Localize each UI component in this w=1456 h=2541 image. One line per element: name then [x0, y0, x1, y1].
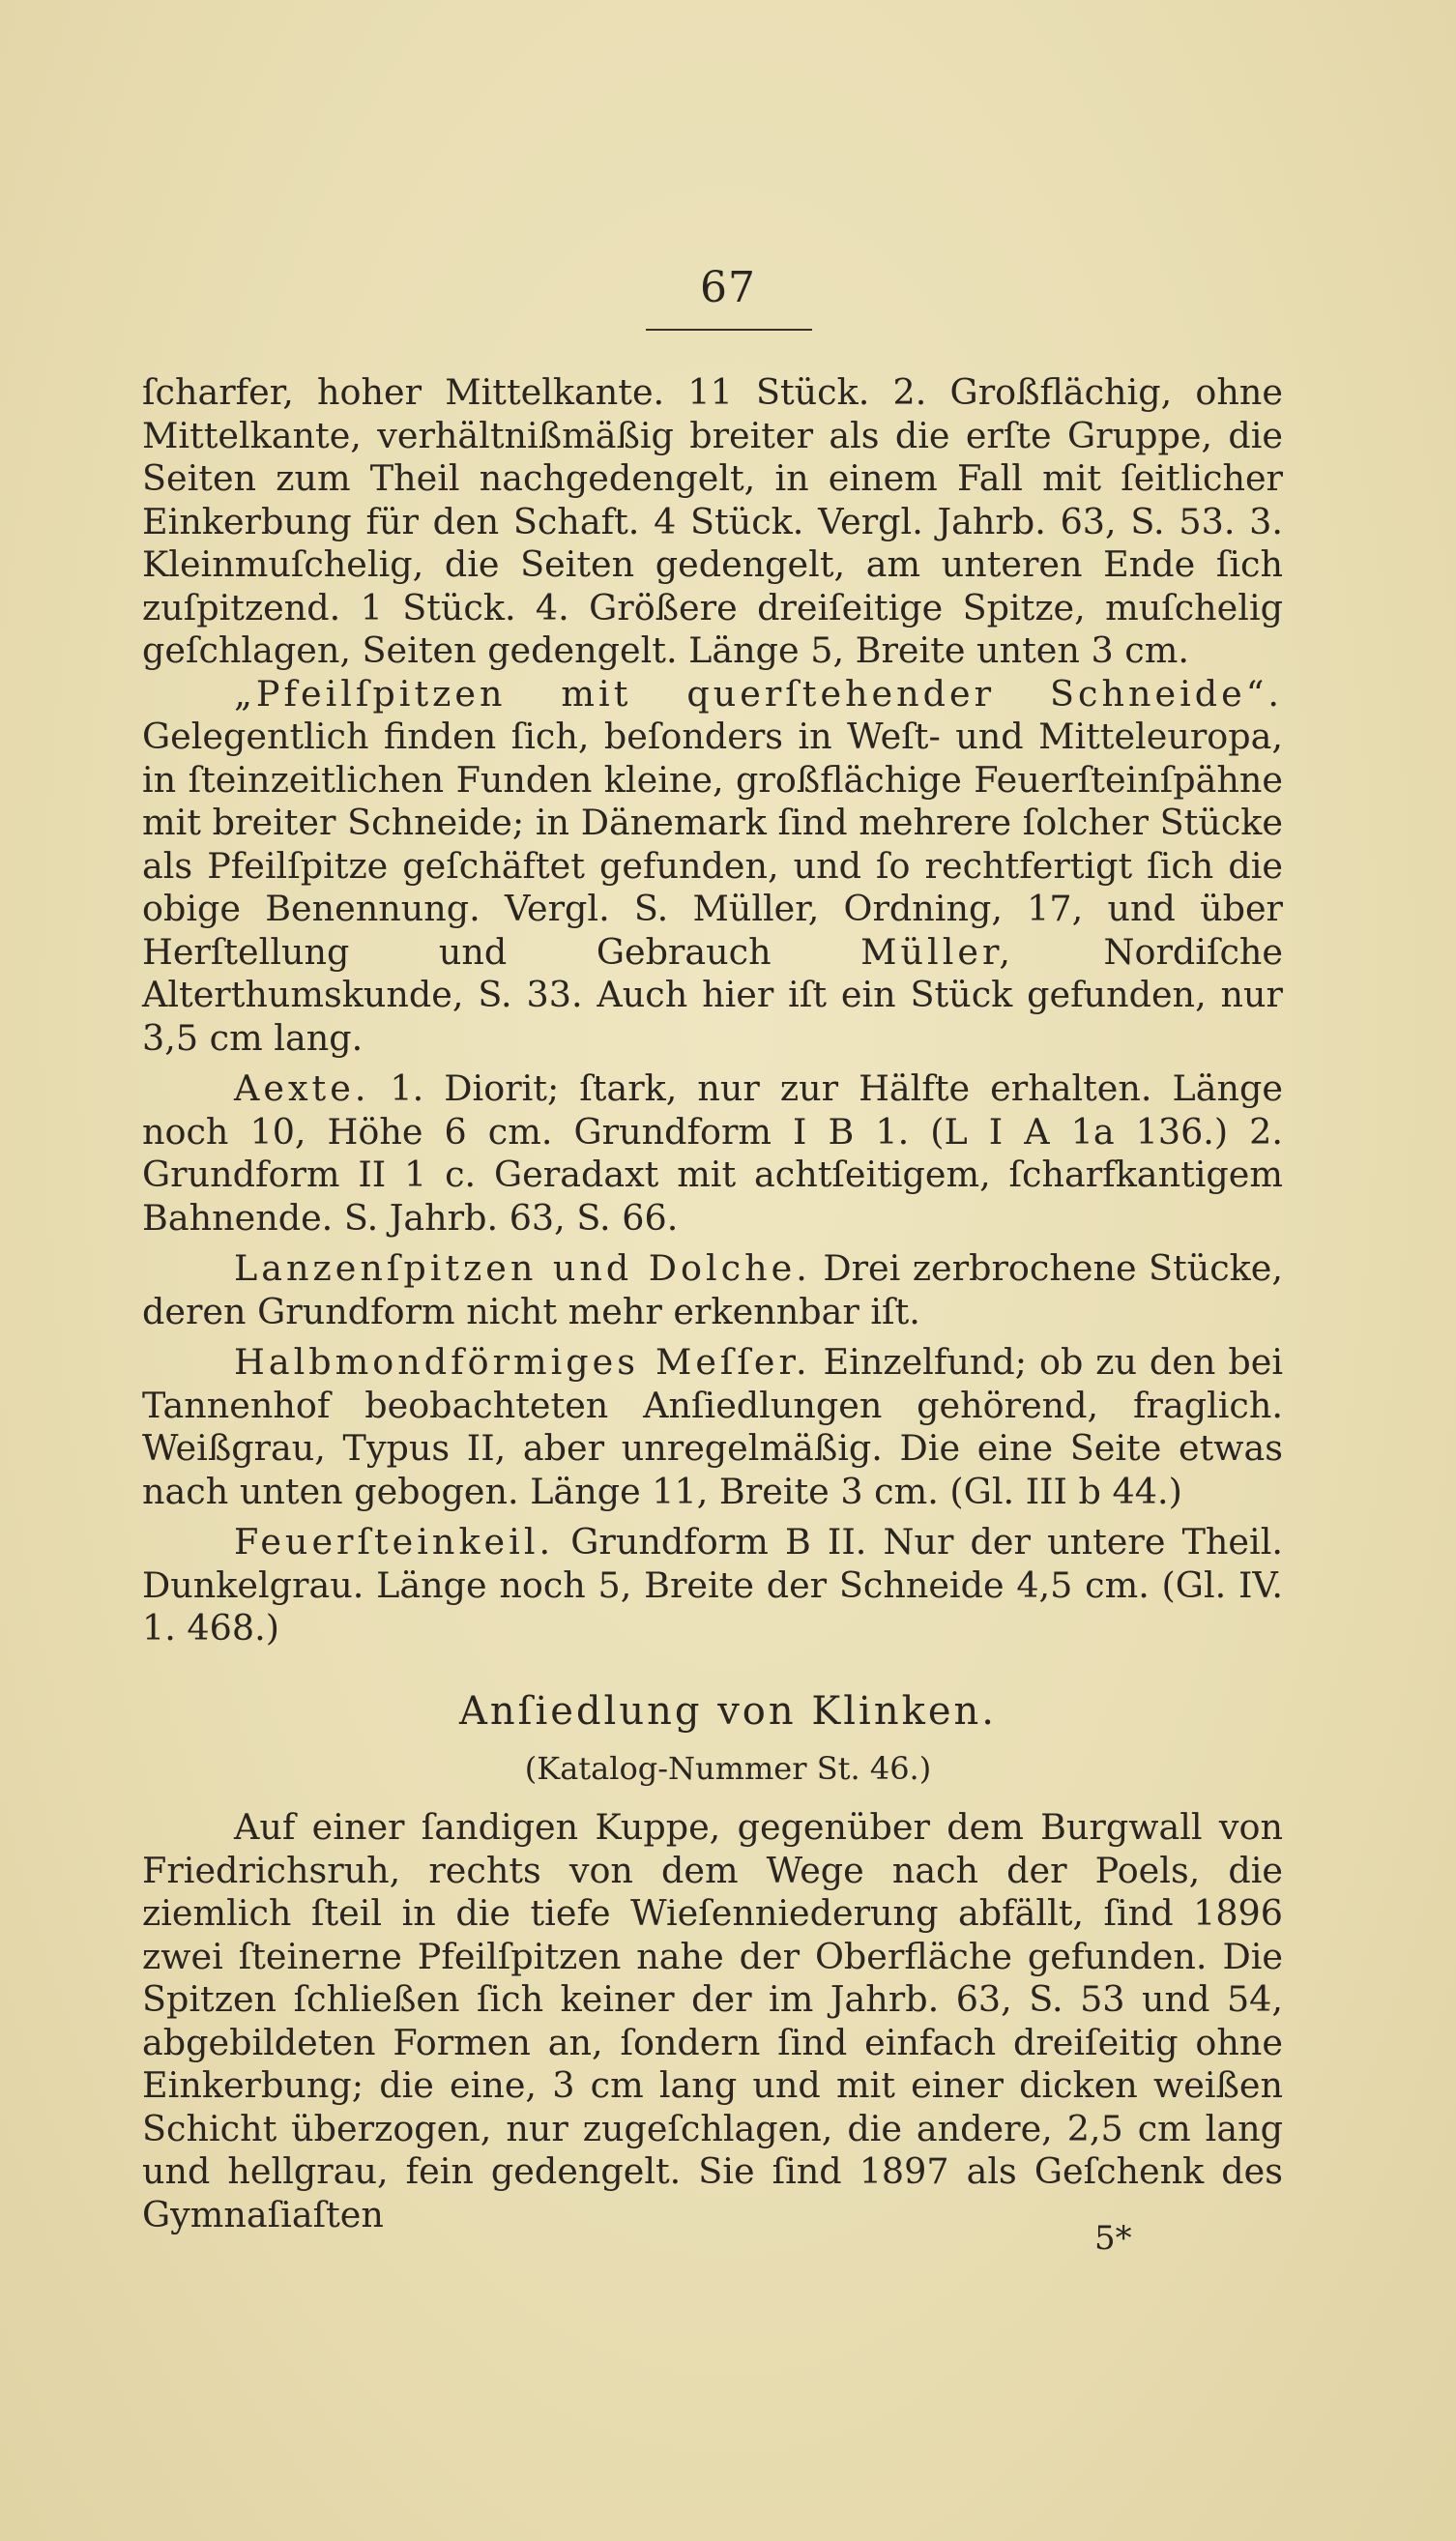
- heading-transverse-arrowheads: „Pfeilſpitzen mit querſtehender Schneide“.: [234, 672, 1283, 715]
- heading-axes: Aexte.: [234, 1067, 370, 1109]
- heading-lanceheads: Lanzenſpitzen und Dolche.: [234, 1247, 811, 1289]
- paragraph-flint-wedge: [142, 1521, 1283, 1650]
- paragraph-arrowheads-continued: ſcharfer, hoher Mittelkante. 11 Stück. 2. Großflächig, ohne Mittelkante, verhältnißmäßig breiter als die erſte Gruppe, die Seiten zum Theil nachgedengelt, in einem Fall mit ſeitlicher Einkerbung für den Schaft. 4 Stück. Vergl. Jahrb. 63, S. 53. 3. Kleinmuſchelig, die Seiten gedengelt, am unteren Ende ſich zuſpitzend. 1 Stück. 4. Größere dreiſeitige Spitze, muſchelig geſchlagen, Seiten gedengelt. Länge 5, Breite unten 3 cm.: [142, 371, 1283, 671]
- heading-crescent-knife: Halbmondförmiges Meſſer.: [234, 1341, 811, 1383]
- section-title: Anſiedlung von Klinken.: [459, 1689, 997, 1734]
- paragraph-axes-body: 1. Diorit; ſtark, nur zur Hälfte erhalten. Länge noch 10, Höhe 6 cm. Grundform I B 1. (L I A 1a 136.) 2. Grundform II 1 c. Geradaxt mit achtſeitigem, ſcharfkantigem Bahnende. S. Jahrb. 63, S. 66.: [142, 1067, 1283, 1239]
- paragraph-flint-wedge-body: Grundform B II. Nur der untere Theil. Dunkelgrau. Länge noch 5, Breite der Schneide 4,5 cm. (Gl. IV. 1. 468.): [142, 1521, 1283, 1649]
- page-number: 67: [700, 263, 756, 312]
- heading-flint-wedge: Feuerſteinkeil.: [234, 1521, 555, 1563]
- lower-text-block: [142, 1806, 1283, 2236]
- paragraph-crescent-knife-body: Einzelfund; ob zu den bei Tannenhof beobachteten Anſiedlungen gehörend, fraglich. Weißgrau, Typus II, aber unregelmäßig. Die eine Seite etwas nach unten gebogen. Länge 11, Breite 3 cm. (Gl. III b 44.): [142, 1341, 1283, 1512]
- signature-mark: 5*: [1094, 2219, 1132, 2258]
- paragraph-crescent-knife: [142, 1341, 1283, 1513]
- paragraph-transverse-arrowheads-tail: Nordiſche Alterthumskunde, S. 33. Auch hier iſt ein Stück gefunden, nur 3,5 cm lang.: [142, 930, 1283, 1059]
- paragraph-lanceheads-body: Drei zerbrochene Stücke, deren Grundform nicht mehr erkennbar iſt.: [142, 1247, 1283, 1332]
- paragraph-axes: [142, 1067, 1283, 1240]
- section-subtitle: (Katalog-Nummer St. 46.): [524, 1750, 932, 1787]
- paragraph-klinken-settlement: Auf einer ſandigen Kuppe, gegenüber dem Burgwall von Friedrichsruh, rechts von dem Wege nach der Poels, die ziemlich ſteil in die tiefe Wieſenniederung abfällt, ſind 1896 zwei ſteinerne Pfeilſpitzen nahe der Oberfläche gefunden. Die Spitzen ſchließen ſich keiner der im Jahrb. 63, S. 53 und 54, abgebildeten Formen an, ſondern ſind einfach dreiſeitig ohne Einkerbung; die eine, 3 cm lang und mit einer dicken weißen Schicht überzogen, nur zugeſchlagen, die andere, 2,5 cm lang und hellgrau, fein gedengelt. Sie ſind 1897 als Geſchenk des Gymnaſiaſten: [142, 1806, 1283, 2235]
- paragraph-transverse-arrowheads: [142, 673, 1283, 1061]
- paragraph-lanceheads: [142, 1247, 1283, 1333]
- paragraph-transverse-arrowheads-body: Gelegentlich finden ſich, beſonders in Weſt- und Mitteleuropa, in ſteinzeitlichen Funden kleine, großflächige Feuerſteinſpähne mit breiter Schneide; in Dänemark ſind mehrere ſolcher Stücke als Pfeilſpitze geſchäftet gefunden, und ſo rechtfertigt ſich die obige Benennung. Vergl. S. Müller, Ordning, 17, und über Herſtellung und Gebrauch: [142, 716, 1283, 973]
- page-number-rule: [646, 329, 812, 331]
- upper-text-block: [142, 371, 1283, 1650]
- author-name-mueller: Müller,: [860, 930, 1015, 973]
